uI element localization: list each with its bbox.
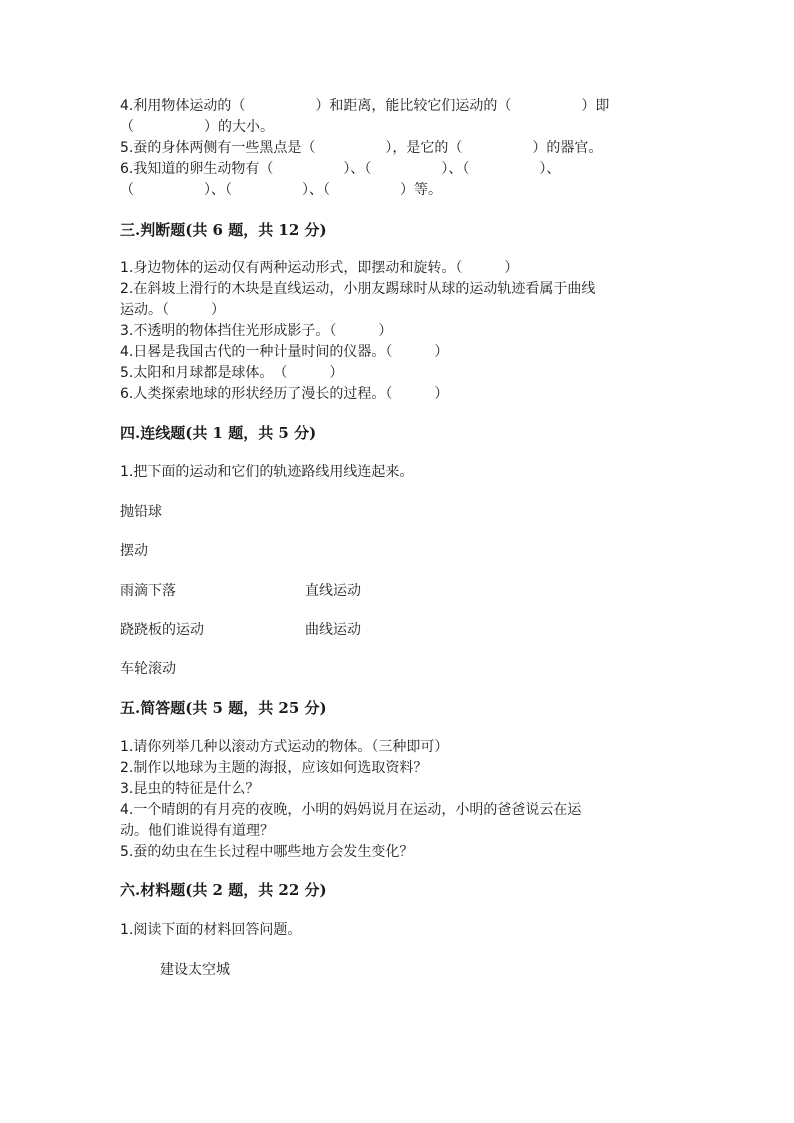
motion-item-2: 摆动 <box>120 543 148 559</box>
section-4-heading: 四.连线题(共 1 题，共 5 分) <box>120 424 317 442</box>
fill-question-6-line-1: 6.我知道的卵生动物有（ ）、（ ）、（ ）、 <box>120 161 561 177</box>
judge-question-1: 1.身边物体的运动仅有两种运动形式，即摆动和旋转。（ ） <box>120 260 519 276</box>
short-answer-question-3: 3.昆虫的特征是什么？ <box>120 781 260 797</box>
short-answer-question-4-line-2: 动。他们谁说得有道理？ <box>120 823 274 839</box>
material-question-1: 1.阅读下面的材料回答问题。 <box>120 922 302 938</box>
short-answer-question-2: 2.制作以地球为主题的海报，应该如何选取资料？ <box>120 760 428 776</box>
judge-question-2-line-2: 运动。（ ） <box>120 302 225 318</box>
section-6-heading: 六.材料题(共 2 题，共 22 分) <box>120 881 327 899</box>
short-answer-question-1: 1.请你列举几种以滚动方式运动的物体。（三种即可） <box>120 739 449 755</box>
motion-item-5: 车轮滚动 <box>120 661 176 677</box>
fill-question-4-line-1: 4.利用物体运动的（ ）和距离，能比较它们运动的（ ）即 <box>120 98 610 114</box>
short-answer-question-4-line-1: 4.一个晴朗的有月亮的夜晚，小明的妈妈说月在运动，小明的爸爸说云在运 <box>120 802 582 818</box>
motion-item-3: 雨滴下落 <box>120 583 176 599</box>
section-3-heading: 三.判断题(共 6 题，共 12 分) <box>120 221 327 239</box>
motion-item-4: 跷跷板的运动 <box>120 622 204 638</box>
section-5-heading: 五.简答题(共 5 题，共 25 分) <box>120 699 327 717</box>
fill-question-4-line-2: （ ）的大小。 <box>120 119 274 135</box>
judge-question-4: 4.日晷是我国古代的一种计量时间的仪器。（ ） <box>120 344 449 360</box>
path-item-1: 直线运动 <box>305 583 361 599</box>
judge-question-6: 6.人类探索地球的形状经历了漫长的过程。（ ） <box>120 386 449 402</box>
judge-question-5: 5.太阳和月球都是球体。 （ ） <box>120 365 344 381</box>
motion-item-1: 抛铅球 <box>120 504 162 520</box>
fill-question-5: 5.蚕的身体两侧有一些黑点是（ ），是它的（ ）的器官。 <box>120 140 603 156</box>
material-title: 建设太空城 <box>160 962 230 978</box>
short-answer-question-5: 5.蚕的幼虫在生长过程中哪些地方会发生变化？ <box>120 844 414 860</box>
fill-question-6-line-2: （ ）、（ ）、（ ）等。 <box>120 182 442 198</box>
judge-question-3: 3.不透明的物体挡住光形成影子。（ ） <box>120 323 393 339</box>
judge-question-2-line-1: 2.在斜坡上滑行的木块是直线运动，小朋友踢球时从球的运动轨迹看属于曲线 <box>120 281 596 297</box>
matching-question-1: 1.把下面的运动和它们的轨迹路线用线连起来。 <box>120 464 414 480</box>
path-item-2: 曲线运动 <box>305 622 361 638</box>
